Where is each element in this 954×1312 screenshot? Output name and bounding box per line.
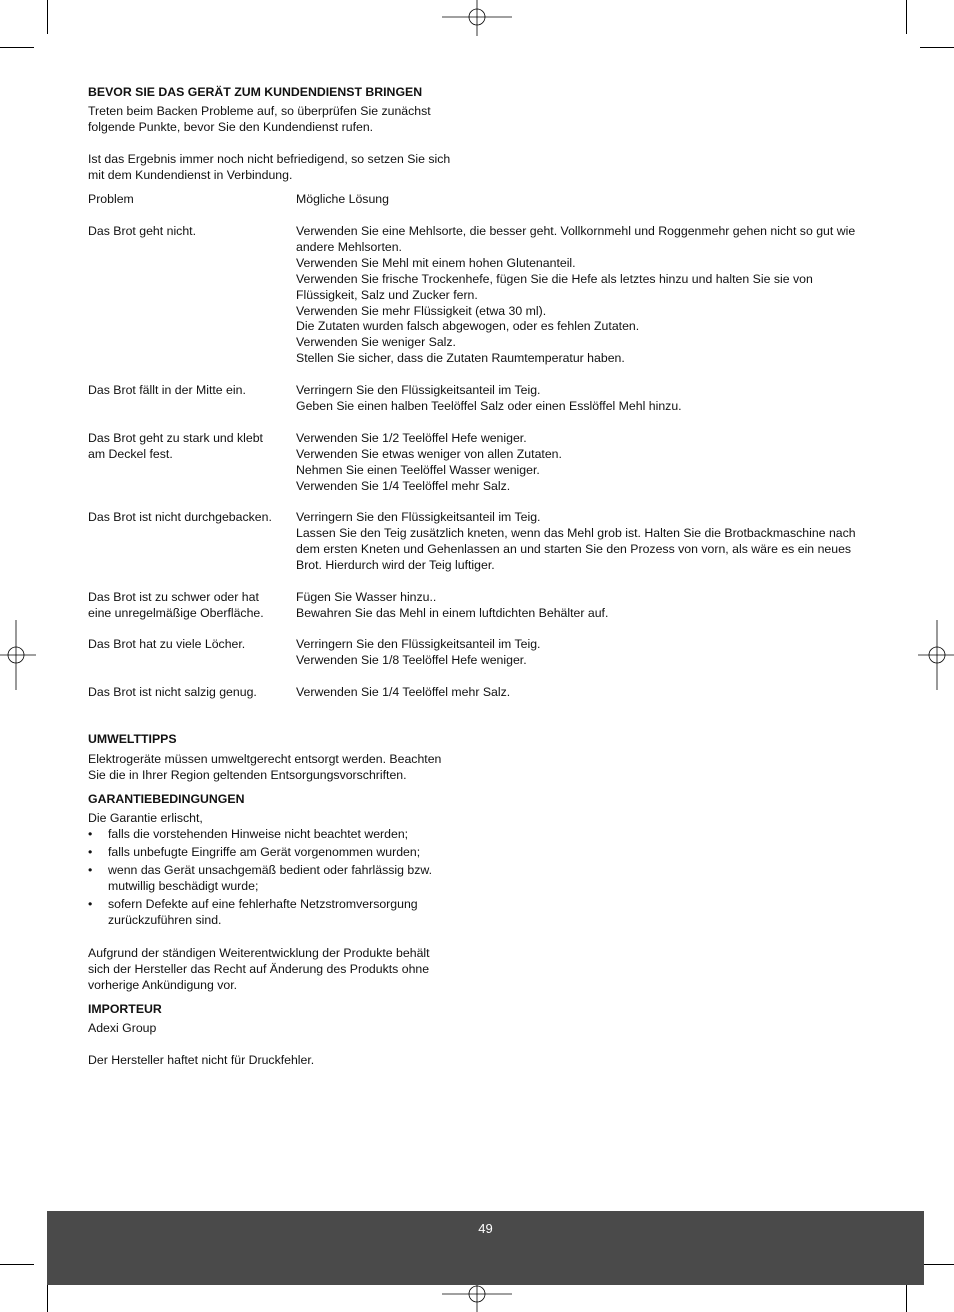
solution-line: Geben Sie einen halben Teelöffel Salz oder einen Esslöffel Mehl hinzu.: [296, 398, 682, 413]
problem-cell: Das Brot ist nicht salzig genug.: [88, 685, 257, 699]
warranty-outro: Aufgrund der ständigen Weiterentwicklung der Produkte behält sich der Hersteller das Recht auf Änderung des Produkts ohne vorherige Ankündigung vor.: [88, 946, 430, 992]
registration-mark-left: [0, 620, 36, 690]
solution-line: Lassen Sie den Teig zusätzlich kneten, wenn das Mehl grob ist. Halten Sie die Brotbackmaschine nach dem ersten Kneten und Gehenlassen an und starten Sie den Prozess von vorn, als wäre es ein neues Brot. Hierdurch wird der Teig luftiger.: [296, 525, 856, 572]
problem-cell: Das Brot fällt in der Mitte ein.: [88, 383, 246, 397]
environment-paragraph: Elektrogeräte müssen umweltgerecht entsorgt werden. Beachten Sie die in Ihrer Region geltenden Entsorgungsvorschriften.: [88, 752, 442, 782]
solution-line: Verwenden Sie etwas weniger von allen Zutaten.: [296, 446, 562, 461]
printing-disclaimer: Der Hersteller haftet nicht für Druckfehler.: [88, 1053, 315, 1067]
page-footer: [47, 1211, 924, 1285]
section-heading-warranty: GARANTIEBEDINGUNGEN: [88, 792, 245, 806]
solution-cell: [296, 383, 866, 415]
table-header-problem: Problem: [88, 192, 134, 206]
table-header-solution: Mögliche Lösung: [296, 192, 389, 206]
crop-mark: [47, 0, 48, 34]
list-item: • falls die vorstehenden Hinweise nicht beachtet werden;: [88, 827, 508, 843]
solution-cell: [296, 685, 866, 701]
importer-name: Adexi Group: [88, 1021, 157, 1035]
contact-paragraph: Ist das Ergebnis immer noch nicht befriedigend, so setzen Sie sich mit dem Kundendienst in Verbindung.: [88, 152, 451, 182]
solution-line: Verringern Sie den Flüssigkeitsanteil im Teig.: [296, 637, 541, 651]
solution-cell: [296, 431, 866, 495]
solution-cell: [296, 637, 866, 669]
list-item: • falls unbefugte Eingriffe am Gerät vorgenommen wurden;: [88, 845, 508, 861]
solution-line: Nehmen Sie einen Teelöffel Wasser weniger.: [296, 462, 540, 477]
crop-mark: [920, 1264, 954, 1265]
solution-line: Verwenden Sie frische Trockenhefe, fügen Sie die Hefe als letztes hinzu und halten Sie sie von Flüssigkeit, Salz und Zucker fern.: [296, 271, 813, 302]
problem-cell: Das Brot geht zu stark und klebt am Deckel fest.: [88, 431, 263, 461]
crop-mark: [0, 47, 34, 48]
solution-line: Verringern Sie den Flüssigkeitsanteil im Teig.: [296, 510, 541, 524]
warranty-intro: Die Garantie erlischt,: [88, 811, 203, 825]
solution-cell: [296, 590, 866, 622]
solution-line: Stellen Sie sicher, dass die Zutaten Raumtemperatur haben.: [296, 351, 625, 366]
list-item: • wenn das Gerät unsachgemäß bedient oder fahrlässig bzw. mutwillig beschädigt wurde;: [88, 863, 508, 895]
solution-line: Die Zutaten wurden falsch abgewogen, oder es fehlen Zutaten.: [296, 319, 640, 334]
crop-mark: [906, 0, 907, 34]
solution-cell: [296, 224, 866, 367]
intro-paragraph: Treten beim Backen Probleme auf, so überprüfen Sie zunächst folgende Punkte, bevor Sie den Kundendienst rufen.: [88, 104, 431, 134]
solution-line: Verwenden Sie 1/8 Teelöffel Hefe weniger.: [296, 652, 527, 667]
solution-line: Verwenden Sie Mehl mit einem hohen Glutenanteil.: [296, 255, 576, 270]
crop-mark: [920, 47, 954, 48]
warranty-list: [88, 827, 508, 930]
solution-line: Verwenden Sie eine Mehlsorte, die besser geht. Vollkornmehl und Roggenmehr gehen nicht so gut wie andere Mehlsorten.: [296, 224, 856, 254]
solution-line: Verwenden Sie 1/4 Teelöffel mehr Salz.: [296, 478, 511, 493]
section-heading-importer: IMPORTEUR: [88, 1002, 162, 1016]
problem-cell: Das Brot hat zu viele Löcher.: [88, 637, 246, 651]
solution-line: Verwenden Sie weniger Salz.: [296, 335, 456, 350]
solution-line: Verwenden Sie 1/4 Teelöffel mehr Salz.: [296, 685, 511, 699]
section-heading-service: BEVOR SIE DAS GERÄT ZUM KUNDENDIENST BRINGEN: [88, 85, 423, 99]
solution-line: Verwenden Sie mehr Flüssigkeit (etwa 30 ml).: [296, 303, 547, 318]
problem-cell: Das Brot ist zu schwer oder hat eine unregelmäßige Oberfläche.: [88, 590, 264, 620]
registration-mark-right: [918, 620, 954, 690]
crop-mark: [0, 1264, 34, 1265]
solution-cell: [296, 510, 866, 574]
section-heading-environment: UMWELTTIPPS: [88, 732, 177, 746]
registration-mark-top: [442, 0, 512, 36]
problem-cell: Das Brot geht nicht.: [88, 224, 196, 238]
solution-line: Verwenden Sie 1/2 Teelöffel Hefe weniger.: [296, 431, 527, 445]
solution-line: Fügen Sie Wasser hinzu..: [296, 590, 437, 604]
problem-cell: Das Brot ist nicht durchgebacken.: [88, 510, 272, 524]
page-number: 49: [478, 1221, 493, 1236]
solution-line: Bewahren Sie das Mehl in einem luftdichten Behälter auf.: [296, 605, 609, 620]
list-item: • sofern Defekte auf eine fehlerhafte Netzstromversorgung zurückzuführen sind.: [88, 897, 508, 929]
solution-line: Verringern Sie den Flüssigkeitsanteil im Teig.: [296, 383, 541, 397]
